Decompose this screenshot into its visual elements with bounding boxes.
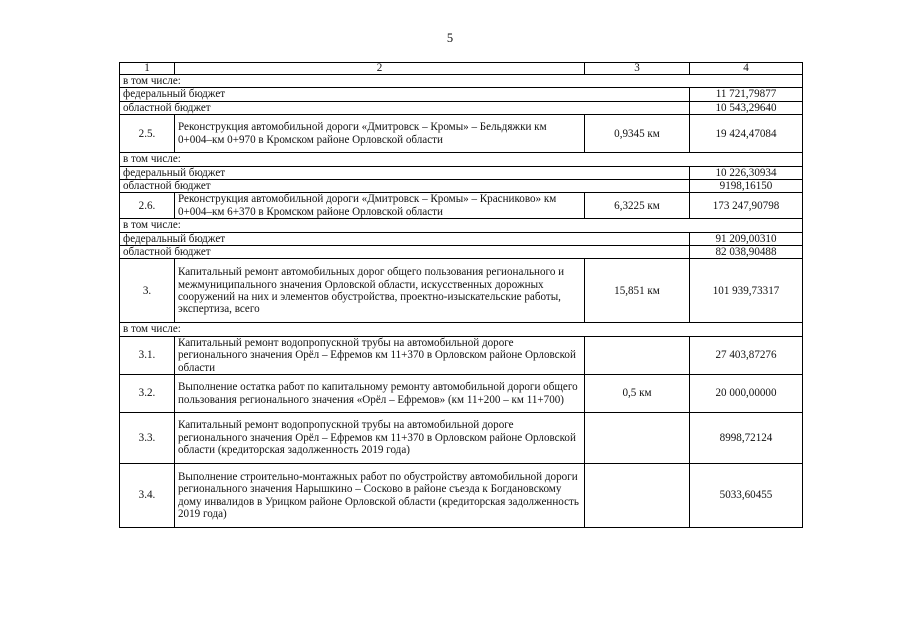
budget-label: областной бюджет [120, 246, 690, 259]
table-row [120, 336, 803, 374]
budget-label: областной бюджет [120, 180, 690, 193]
item-name: Реконструкция автомобильной дороги «Дмитровск – Кромы» – Красниково» км 0+004–км 6+370 в Кромском районе Орловской области [175, 193, 585, 219]
item-length: 15,851 км [585, 259, 690, 323]
subheader-row [120, 75, 803, 88]
table-row [120, 464, 803, 528]
item-number: 3.4. [120, 464, 175, 528]
header-col-3: 3 [585, 63, 690, 75]
item-number: 3.2. [120, 375, 175, 413]
budget-label: федеральный бюджет [120, 88, 690, 101]
item-length: 0,5 км [585, 375, 690, 413]
item-name: Выполнение остатка работ по капитальному ремонту автомобильной дороги общего пользования регионального значения «Орёл – Ефремов» (км 11+200 – км 11+700) [175, 375, 585, 413]
header-col-4: 4 [690, 63, 803, 75]
table-row [120, 259, 803, 323]
item-name: Капитальный ремонт водопропускной трубы на автомобильной дороге регионального значения Орёл – Ефремов км 11+370 в Орловском районе Орловской области [175, 336, 585, 374]
budget-row [120, 180, 803, 193]
budget-row [120, 88, 803, 101]
item-value: 19 424,47084 [690, 115, 803, 153]
budget-row [120, 232, 803, 245]
item-length [585, 336, 690, 374]
item-value: 5033,60455 [690, 464, 803, 528]
item-number: 2.6. [120, 193, 175, 219]
item-value: 101 939,73317 [690, 259, 803, 323]
subheader-row [120, 219, 803, 232]
table-row [120, 413, 803, 464]
budget-value: 91 209,00310 [690, 232, 803, 245]
item-length [585, 464, 690, 528]
item-length [585, 413, 690, 464]
item-name: Капитальный ремонт автомобильных дорог общего пользования регионального и межмуниципального значения Орловской области, искусственных дорожных сооружений на них и элементов обустройства, проектно-изыскательские работы, экспертиза, всего [175, 259, 585, 323]
subheader-label: в том числе: [120, 219, 803, 232]
header-col-2: 2 [175, 63, 585, 75]
budget-value: 9198,16150 [690, 180, 803, 193]
item-value: 20 000,00000 [690, 375, 803, 413]
header-row [120, 63, 803, 75]
budget-label: областной бюджет [120, 101, 690, 114]
subheader-label: в том числе: [120, 75, 803, 88]
item-value: 173 247,90798 [690, 193, 803, 219]
table-row [120, 115, 803, 153]
item-number: 3.1. [120, 336, 175, 374]
item-length: 6,3225 км [585, 193, 690, 219]
item-number: 3. [120, 259, 175, 323]
subheader-row [120, 153, 803, 166]
table-body [120, 63, 803, 528]
budget-value: 82 038,90488 [690, 246, 803, 259]
subheader-label: в том числе: [120, 153, 803, 166]
budget-table [119, 62, 803, 528]
budget-row [120, 101, 803, 114]
page-number: 5 [446, 31, 454, 45]
item-name: Реконструкция автомобильной дороги «Дмитровск – Кромы» – Бельдяжки км 0+004–км 0+970 в Кромском районе Орловской области [175, 115, 585, 153]
budget-value: 10 226,30934 [690, 166, 803, 179]
item-number: 2.5. [120, 115, 175, 153]
subheader-label: в том числе: [120, 323, 803, 336]
item-name: Выполнение строительно-монтажных работ по обустройству автомобильной дороги регионального значения Нарышкино – Сосково в районе съезда к Богдановскому дому инвалидов в Урицком районе Орловской области (кредиторская задолженность 2019 года) [175, 464, 585, 528]
item-name: Капитальный ремонт водопропускной трубы на автомобильной дороге регионального значения Орёл – Ефремов км 11+370 в Орловском районе Орловской области (кредиторская задолженность 2019 года) [175, 413, 585, 464]
header-col-1: 1 [120, 63, 175, 75]
budget-label: федеральный бюджет [120, 166, 690, 179]
item-length: 0,9345 км [585, 115, 690, 153]
budget-row [120, 246, 803, 259]
table-row [120, 193, 803, 219]
budget-value: 11 721,79877 [690, 88, 803, 101]
budget-row [120, 166, 803, 179]
item-value: 27 403,87276 [690, 336, 803, 374]
budget-label: федеральный бюджет [120, 232, 690, 245]
table-row [120, 375, 803, 413]
item-value: 8998,72124 [690, 413, 803, 464]
subheader-row [120, 323, 803, 336]
budget-value: 10 543,29640 [690, 101, 803, 114]
item-number: 3.3. [120, 413, 175, 464]
